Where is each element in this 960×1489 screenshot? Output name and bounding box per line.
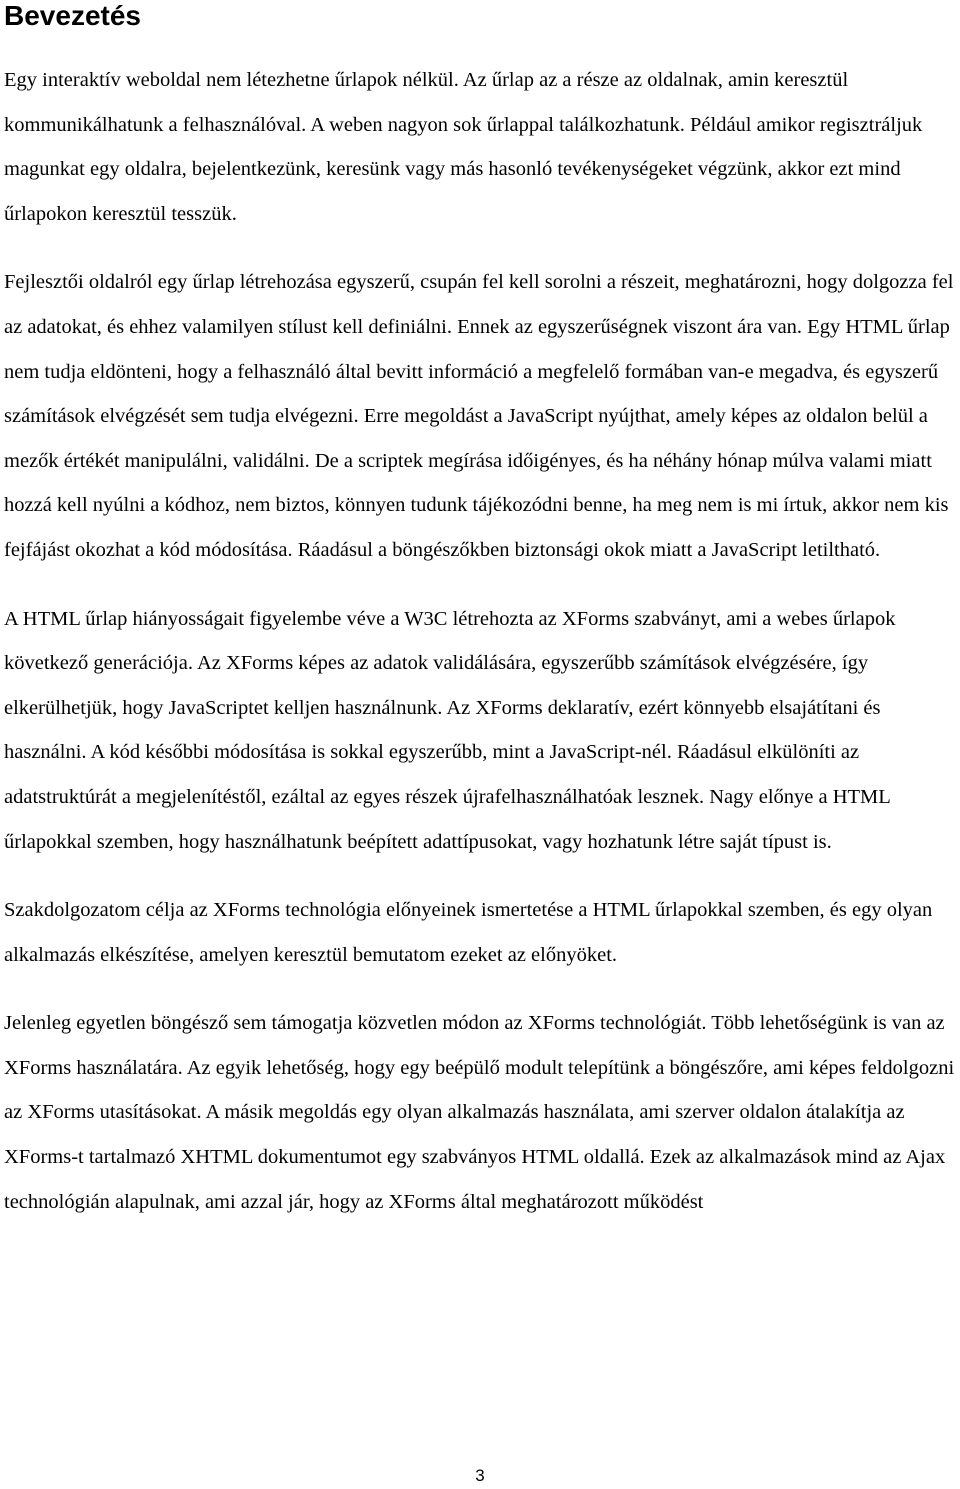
section-heading: Bevezetés — [4, 0, 141, 31]
paragraph-developer-side: Fejlesztői oldalról egy űrlap létrehozása egyszerű, csupán fel kell sorolni a részeit, meghatározni, hogy dolgozza fel az adatokat, és ehhez valamilyen stílust kell definiálni. Ennek az egyszerűségnek viszont ára van. Egy HTML űrlap nem tudja eldönteni, hogy a felhasználó által bevitt információ a megfelelő formában van-e megadva, és egyszerű számítások elvégzését sem tudja elvégezni. Erre megoldást a JavaScript nyújthat, amely képes az oldalon belül a mezők értékét manipulálni, validálni. De a scriptek megírása időigényes, és ha néhány hónap múlva valami miatt hozzá kell nyúlni a kódhoz, nem biztos, könnyen tudunk tájékozódni benne, ha meg nem is mi írtuk, akkor nem kis fejfájást okozhat a kód módosítása. Ráadásul a böngészőkben biztonsági okok miatt a JavaScript letiltható. — [4, 271, 954, 561]
document-page — [4, 0, 956, 1224]
paragraph-thesis-goal: Szakdolgozatom célja az XForms technológia előnyeinek ismertetése a HTML űrlapokkal szemben, és egy olyan alkalmazás elkészítése, amelyen keresztül bemutatom ezeket az előnyöket. — [4, 899, 933, 966]
page-number: 3 — [475, 1466, 485, 1485]
paragraph-xforms-standard: A HTML űrlap hiányosságait figyelembe véve a W3C létrehozta az XForms szabványt, ami a webes űrlapok következő generációja. Az XForms képes az adatok validálására, egyszerűbb számítások elvégzésére, így elkerülhetjük, hogy JavaScriptet kelljen használnunk. Az XForms deklaratív, ezért könnyebb elsajátítani és használni. A kód későbbi módosítása is sokkal egyszerűbb, mint a JavaScript-nél. Ráadásul elkülöníti az adatstruktúrát a megjelenítéstől, ezáltal az egyes részek újrafelhasználhatóak lesznek. Nagy előnye a HTML űrlapokkal szemben, hogy használhatunk beépített adattípusokat, vagy hozhatunk létre saját típust is. — [4, 607, 896, 853]
paragraph-browser-support: Jelenleg egyetlen böngésző sem támogatja közvetlen módon az XForms technológiát. Több lehetőségünk is van az XForms használatára. Az egyik lehetőség, hogy egy beépülő modult telepítünk a böngészőre, ami képes feldolgozni az XForms utasításokat. A másik megoldás egy olyan alkalmazás használata, ami szerver oldalon átalakítja az XForms-t tartalmazó XHTML dokumentumot egy szabványos HTML oldallá. Ezek az alkalmazások mind az Ajax technológián alapulnak, ami azzal jár, hogy az XForms által meghatározott működést — [4, 1012, 955, 1213]
paragraph-intro: Egy interaktív weboldal nem létezhetne űrlapok nélkül. Az űrlap az a része az oldalnak, amin keresztül kommunikálhatunk a felhasználóval. A weben nagyon sok űrlappal találkozhatunk. Például amikor regisztráljuk magunkat egy oldalra, bejelentkezünk, keresünk vagy más hasonló tevékenységeket végzünk, akkor ezt mind űrlapokon keresztül tesszük. — [4, 69, 923, 225]
